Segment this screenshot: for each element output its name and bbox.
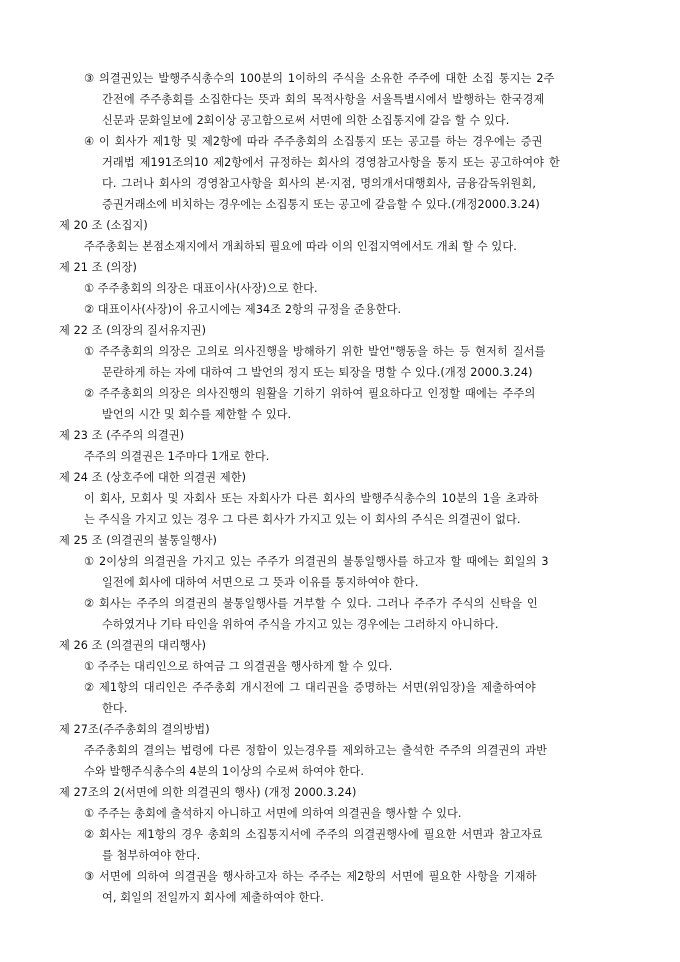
article-heading: 제 20 조 (소집지) [59, 219, 148, 232]
paragraph-line: ② 회사는 제1항의 경우 총회의 소집통지서에 주주의 의결권행사에 필요한 서면과 참고자료 [84, 828, 543, 841]
paragraph-line: ② 회사는 주주의 의결권의 불통일행사를 거부할 수 있다. 그러나 주주가 주식의 신탁을 인 [84, 597, 538, 610]
paragraph-line: 증권거래소에 비치하는 경우에는 소집통지 또는 공고에 갈음할 수 있다.(개정2000.3.24) [102, 198, 540, 211]
paragraph-line: 주주의 의결권은 1주마다 1개로 한다. [84, 450, 270, 463]
paragraph-line: ① 주주는 대리인으로 하여금 그 의결권을 행사하게 할 수 있다. [84, 660, 393, 673]
paragraph-line: 신문과 문화일보에 2회이상 공고함으로써 서면에 의한 소집통지에 갈음 할 수 있다. [102, 114, 510, 127]
paragraph-line: ① 주주는 총회에 출석하지 아니하고 서면에 의하여 의결권을 행사할 수 있다. [84, 807, 462, 820]
paragraph-line: 수하였거나 기타 타인을 위하여 주식을 가지고 있는 경우에는 그러하지 아니하다. [102, 618, 499, 631]
paragraph-line: 한다. [102, 702, 128, 715]
article-heading: 제 24 조 (상호주에 대한 의결권 제한) [59, 471, 247, 484]
article-heading: 제 22 조 (의장의 질서유지권) [59, 324, 207, 337]
article-heading: 제 25 조 (의결권의 불통일행사) [59, 534, 217, 547]
paragraph-line: ① 2이상의 의결권을 가지고 있는 주주가 의결권의 불통일행사를 하고자 할 때에는 회일의 3 [84, 555, 549, 568]
paragraph-line: 는 주식을 가지고 있는 경우 그 다른 회사가 가지고 있는 이 회사의 주식은 의결권이 없다. [84, 513, 521, 526]
paragraph-line: ③ 의결권있는 발행주식총수의 100분의 1이하의 주식을 소유한 주주에 대한 소집 통지는 2주 [84, 72, 555, 85]
paragraph-line: 거래법 제191조의10 제2항에서 규정하는 회사의 경영참고사항을 통지 또는 공고하여야 한 [102, 156, 560, 169]
paragraph-line: ② 제1항의 대리인은 주주총회 개시전에 그 대리권을 증명하는 서면(위임장)을 제출하여야 [84, 681, 536, 694]
paragraph-line: ③ 서면에 의하여 의결권을 행사하고자 하는 주주는 제2항의 서면에 필요한 사항을 기재하 [84, 870, 537, 883]
paragraph-line: ④ 이 회사가 제1항 및 제2항에 따라 주주총회의 소집통지 또는 공고를 하는 경우에는 증권 [84, 135, 543, 148]
paragraph-line: 발언의 시간 및 회수를 제한할 수 있다. [102, 408, 292, 421]
paragraph-line: 를 첨부하여야 한다. [102, 849, 201, 862]
paragraph-line: ① 주주총회의 의장은 대표이사(사장)으로 한다. [84, 282, 318, 295]
paragraph-line: ② 대표이사(사장)이 유고시에는 제34조 2항의 규정을 준용한다. [84, 303, 402, 316]
paragraph-line: 수와 발행주식총수의 4분의 1이상의 수로써 하여야 한다. [84, 765, 364, 778]
paragraph-line: 문란하게 하는 자에 대하여 그 발언의 정지 또는 퇴장을 명할 수 있다.(개정 2000.3.24) [102, 366, 533, 379]
article-heading: 제 27조(주주총회의 결의방법) [59, 723, 210, 736]
article-heading: 제 23 조 (주주의 의결권) [59, 429, 185, 442]
article-heading: 제 27조의 2(서면에 의한 의결권의 행사) (개정 2000.3.24) [59, 786, 357, 799]
paragraph-line: 여, 회일의 전일까지 회사에 제출하여야 한다. [102, 891, 324, 904]
paragraph-line: ② 주주총회의 의장은 의사진행의 원활을 기하기 위하여 필요하다고 인정할 때에는 주주의 [84, 387, 536, 400]
paragraph-line: 주주총회의 결의는 법령에 다른 정함이 있는경우를 제외하고는 출석한 주주의 의결권의 과반 [84, 744, 548, 757]
paragraph-line: 다. 그러나 회사의 경영참고사항을 회사의 본·지점, 명의개서대행회사, 금융감독위원회, [102, 177, 537, 190]
paragraph-line: 간전에 주주총회를 소집한다는 뜻과 회의 목적사항을 서울특별시에서 발행하는 한국경제 [102, 93, 545, 106]
paragraph-line: 주주총회는 본점소재지에서 개최하되 필요에 따라 이의 인접지역에서도 개최 할 수 있다. [84, 240, 517, 253]
paragraph-line: ① 주주총회의 의장은 고의로 의사진행을 방해하기 위한 발언"행동을 하는 등 현저히 질서를 [84, 345, 546, 358]
article-heading: 제 21 조 (의장) [59, 261, 137, 274]
article-heading: 제 26 조 (의결권의 대리행사) [59, 639, 207, 652]
paragraph-line: 이 회사, 모회사 및 자회사 또는 자회사가 다른 회사의 발행주식총수의 10분의 1을 초과하 [84, 492, 539, 505]
paragraph-line: 일전에 회사에 대하여 서면으로 그 뜻과 이유를 통지하여야 한다. [102, 576, 419, 589]
